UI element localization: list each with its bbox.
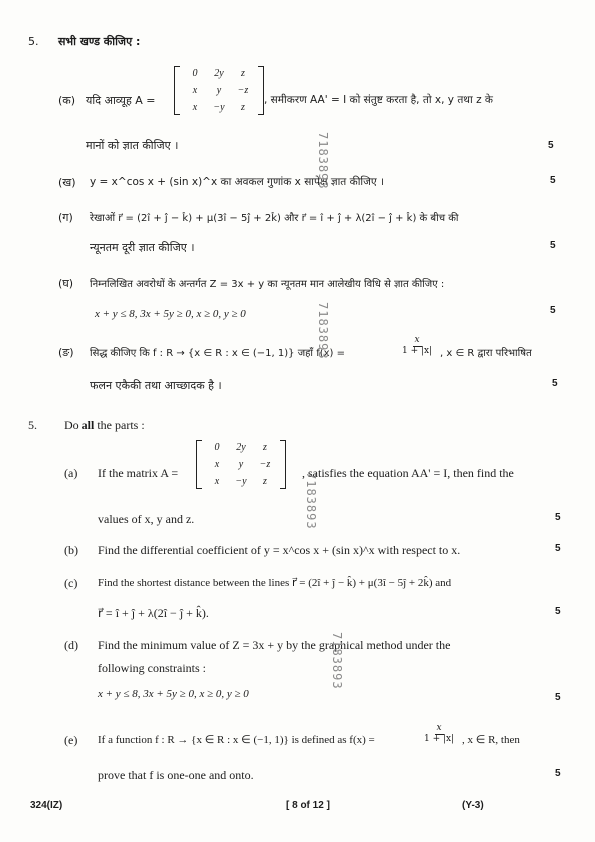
heading-emphasis: all — [81, 418, 95, 432]
heading-text: the parts : — [94, 418, 145, 432]
hindi-part-d-label: (घ) — [58, 277, 74, 290]
english-part-e-line2: prove that f is one-one and onto. — [98, 768, 254, 782]
hindi-part-b-text: y = x^cos x + (sin x)^x का अवकल गुणांक x सापेक्ष ज्ञात कीजिए । — [90, 176, 385, 188]
hindi-part-b-label: (ख) — [58, 176, 76, 189]
hindi-part-c-text: रेखाओं r⃗ = (2î + ĵ − k̂) + μ(3î − 5ĵ + 2k̂) और r⃗ = î + ĵ + λ(2î − ĵ + k̂) के बीच की — [90, 213, 459, 224]
hindi-part-c-label: (ग) — [58, 211, 73, 224]
watermark-text: 7183893 — [304, 472, 318, 530]
english-part-a-marks: 5 — [555, 512, 561, 523]
english-part-e-text: If a function f : R → {x ∈ R : x ∈ (−1, 1)} is defined as f(x) = — [98, 734, 375, 746]
hindi-matrix-a — [174, 66, 264, 115]
hindi-part-d-marks: 5 — [550, 305, 556, 316]
english-part-a-text-cont: , satisfies the equation AA' = I, then find the — [302, 466, 514, 480]
hindi-part-d-text: निम्नलिखित अवरोधों के अन्तर्गत Z = 3x + y का न्यूनतम मान आलेखीय विधि से ज्ञात कीजिए : — [90, 279, 445, 290]
fraction-numerator: x — [436, 723, 442, 733]
hindi-heading: सभी खण्ड कीजिए : — [58, 35, 141, 48]
english-part-c-marks: 5 — [555, 606, 561, 617]
english-part-e-marks: 5 — [555, 768, 561, 779]
english-part-d-marks: 5 — [555, 692, 561, 703]
watermark-text: 7183893 — [330, 632, 344, 690]
matrix-cell: 0 — [214, 442, 220, 453]
hindi-part-c-line2: न्यूनतम दूरी ज्ञात कीजिए । — [90, 241, 195, 254]
english-question-number: 5. — [28, 418, 37, 432]
matrix-cell: z — [263, 476, 267, 487]
footer-series: (Y-3) — [462, 800, 484, 811]
matrix-cell: z — [241, 102, 245, 113]
matrix-cell: −y — [235, 476, 247, 487]
english-part-c-text: Find the shortest distance between the lines r⃗ = (2î + ĵ − k̂) + μ(3î − 5ĵ + 2k̂) and — [98, 577, 452, 589]
english-part-b-marks: 5 — [555, 543, 561, 554]
matrix-cell: z — [263, 442, 267, 453]
hindi-part-e-text: सिद्ध कीजिए कि f : R → {x ∈ R : x ∈ (−1, 1)} जहाँ f(x) = — [90, 348, 345, 359]
hindi-part-d-constraints: x + y ≤ 8, 3x + 5y ≥ 0, x ≥ 0, y ≥ 0 — [95, 308, 246, 320]
matrix-cell: z — [241, 68, 245, 79]
matrix-cell: y — [216, 85, 222, 96]
watermark-text: 7183893 — [316, 132, 330, 190]
matrix-cell: 2y — [214, 68, 224, 79]
matrix-cell: y — [238, 459, 244, 470]
hindi-part-b-marks: 5 — [550, 175, 556, 186]
matrix-cell: −z — [259, 459, 271, 470]
english-part-b-label: (b) — [64, 543, 78, 557]
hindi-part-e-text-cont: , x ∈ R द्वारा परिभाषित — [440, 348, 532, 359]
matrix-cell: −y — [213, 102, 225, 113]
hindi-part-a-text: यदि आव्यूह A = — [86, 94, 156, 107]
english-part-d-constraints: x + y ≤ 8, 3x + 5y ≥ 0, x ≥ 0, y ≥ 0 — [98, 688, 249, 700]
hindi-part-a-label: (क) — [58, 94, 76, 107]
english-part-b-text: Find the differential coefficient of y = x^cos x + (sin x)^x with respect to x. — [98, 543, 461, 557]
footer-paper-code: 324(IZ) — [30, 800, 63, 811]
english-part-d-text: Find the minimum value of Z = 3x + y by the graphical method under the — [98, 638, 451, 652]
hindi-part-e-line2: फलन एकैकी तथा आच्छादक है । — [90, 379, 222, 392]
hindi-part-e-fraction — [400, 336, 434, 357]
english-part-d-label: (d) — [64, 638, 78, 652]
english-part-c-line2: r⃗ = î + ĵ + λ(2î − ĵ + k̂). — [98, 606, 209, 620]
hindi-question-number: 5. — [28, 35, 39, 48]
matrix-cell: 2y — [236, 442, 246, 453]
hindi-part-a-text-cont: , समीकरण AA' = I को संतुष्ट करता है, तो x, y तथा z के — [264, 94, 493, 106]
hindi-part-a-line2: मानों को ज्ञात कीजिए । — [86, 139, 179, 152]
english-part-e-label: (e) — [64, 733, 78, 747]
matrix-cell: 0 — [192, 68, 198, 79]
english-heading — [64, 418, 145, 433]
matrix-cell: x — [192, 85, 198, 96]
fraction-denominator: 1 + |x| — [424, 733, 455, 744]
heading-text: Do — [64, 418, 82, 432]
english-part-a-label: (a) — [64, 466, 78, 480]
matrix-cell: −z — [237, 85, 249, 96]
hindi-part-e-marks: 5 — [552, 378, 558, 389]
matrix-cell: x — [192, 102, 198, 113]
footer-page-number: [ 8 of 12 ] — [286, 800, 330, 811]
hindi-part-e-label: (ङ) — [58, 346, 74, 359]
english-part-a-text: If the matrix A = — [98, 466, 179, 480]
english-part-e-fraction — [422, 724, 456, 745]
english-matrix-a — [196, 440, 286, 489]
english-part-e-text-cont: , x ∈ R, then — [462, 734, 520, 746]
matrix-cell: x — [214, 459, 220, 470]
english-part-c-label: (c) — [64, 576, 78, 590]
fraction-numerator: x — [414, 335, 420, 345]
hindi-part-c-marks: 5 — [550, 240, 556, 251]
hindi-part-a-marks: 5 — [548, 140, 554, 151]
matrix-cell: x — [214, 476, 220, 487]
fraction-denominator: 1 + |x| — [402, 345, 433, 356]
english-part-d-line2: following constraints : — [98, 661, 206, 675]
watermark-text: 7183893 — [316, 302, 330, 360]
english-part-a-line2: values of x, y and z. — [98, 512, 195, 526]
